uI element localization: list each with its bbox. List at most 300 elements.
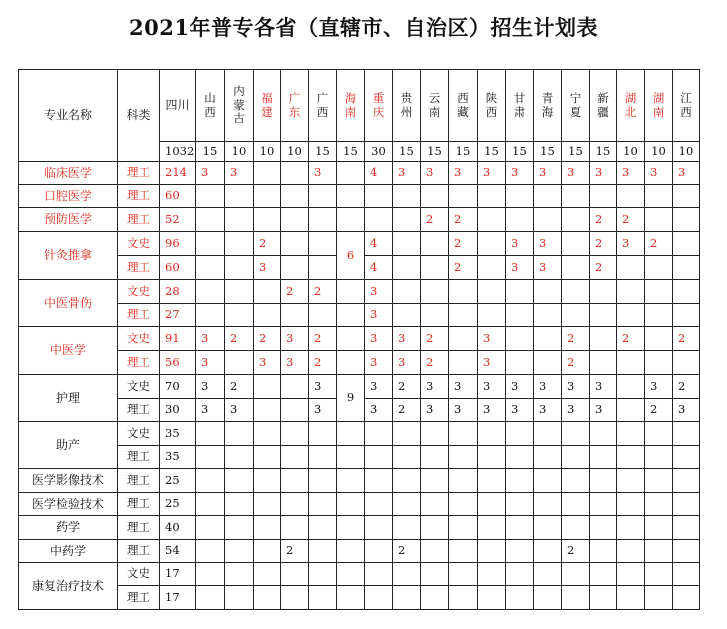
province-quota [590,469,617,493]
province-quota [421,493,449,516]
province-quota [645,563,673,586]
province-quota [254,162,281,185]
province-quota: 3 [506,232,534,256]
province-quota [225,446,254,469]
province-total: 15 [421,142,449,162]
province-quota: 3 [478,399,506,422]
province-quota [673,304,700,327]
province-quota [337,563,365,586]
province-quota [365,446,393,469]
province-quota: 3 [562,162,590,185]
province-quota: 2 [449,232,478,256]
province-quota [617,185,645,208]
province-quota [254,185,281,208]
province-quota: 2 [562,327,590,351]
province-quota: 2 [617,327,645,351]
major-name: 助产 [19,422,118,469]
province-quota [590,563,617,586]
province-quota [254,493,281,516]
province-quota [673,256,700,280]
table-row [19,446,700,469]
province-quota [365,422,393,446]
province-quota [562,469,590,493]
province-quota [196,446,225,469]
province-quota [254,375,281,399]
major-name: 口腔医学 [19,185,118,208]
major-name: 医学检验技术 [19,493,118,516]
province-quota: 2 [421,208,449,232]
province-quota: 3 [196,327,225,351]
province-header: 福 建 [254,70,281,142]
province-quota: 2 [673,327,700,351]
province-quota [225,185,254,208]
subject-type: 理工 [118,304,160,327]
province-quota [590,540,617,563]
province-quota: 2 [562,351,590,375]
major-name: 药学 [19,516,118,540]
province-quota: 3 [562,399,590,422]
province-quota: 4 [365,232,393,256]
province-quota [673,232,700,256]
province-quota [225,232,254,256]
province-quota [365,469,393,493]
sichuan-quota: 60 [160,185,196,208]
sichuan-quota: 35 [160,422,196,446]
province-quota [506,563,534,586]
province-quota [534,516,562,540]
province-quota: 3 [673,162,700,185]
province-quota [478,185,506,208]
province-quota [337,586,365,610]
major-name: 中医学 [19,327,118,375]
province-header: 广 东 [281,70,309,142]
province-quota: 2 [281,540,309,563]
province-quota [506,327,534,351]
subject-type: 理工 [118,446,160,469]
province-quota [393,280,421,304]
province-quota: 3 [421,162,449,185]
province-quota [590,280,617,304]
province-quota [617,540,645,563]
province-quota: 3 [254,256,281,280]
province-quota [645,208,673,232]
province-quota [506,351,534,375]
province-quota [309,304,337,327]
province-quota [478,493,506,516]
table-row [19,540,700,563]
province-quota [562,516,590,540]
province-quota: 3 [506,256,534,280]
province-quota [421,304,449,327]
province-quota [393,185,421,208]
province-quota: 3 [196,375,225,399]
province-quota [449,185,478,208]
province-quota: 2 [590,256,617,280]
province-quota: 3 [506,399,534,422]
province-quota: 3 [196,351,225,375]
province-quota: 2 [421,327,449,351]
sichuan-quota: 35 [160,446,196,469]
province-quota [534,280,562,304]
province-quota [673,422,700,446]
province-quota [254,516,281,540]
sichuan-quota: 96 [160,232,196,256]
table-row [19,304,700,327]
major-name: 护理 [19,375,118,422]
province-quota [254,304,281,327]
province-quota [617,516,645,540]
province-quota [225,516,254,540]
province-header: 山 西 [196,70,225,142]
province-quota: 3 [449,399,478,422]
province-quota [534,208,562,232]
sichuan-quota: 27 [160,304,196,327]
sichuan-quota: 25 [160,493,196,516]
major-name: 医学影像技术 [19,469,118,493]
province-quota: 2 [673,375,700,399]
province-quota [449,446,478,469]
subject-type: 文史 [118,280,160,304]
province-quota [337,469,365,493]
province-quota [506,304,534,327]
province-quota: 3 [590,399,617,422]
province-quota [281,256,309,280]
sichuan-quota: 28 [160,280,196,304]
province-quota: 2 [393,399,421,422]
province-quota [478,256,506,280]
province-total: 15 [478,142,506,162]
table-row [19,185,700,208]
province-quota [196,540,225,563]
province-quota [562,493,590,516]
province-quota [225,540,254,563]
province-quota: 2 [421,351,449,375]
province-quota [534,422,562,446]
table-row [19,586,700,610]
province-quota [562,185,590,208]
province-header: 江 西 [673,70,700,142]
province-quota [225,422,254,446]
province-quota [534,185,562,208]
province-quota [478,422,506,446]
province-header: 重 庆 [365,70,393,142]
province-quota [225,256,254,280]
province-quota [590,516,617,540]
province-quota [645,280,673,304]
subject-type: 理工 [118,162,160,185]
province-quota [196,256,225,280]
province-total: 10 [225,142,254,162]
province-quota: 2 [225,375,254,399]
table-row [19,232,700,256]
province-quota [281,446,309,469]
province-quota: 3 [506,375,534,399]
province-quota [506,586,534,610]
province-quota [534,351,562,375]
province-header: 甘 肃 [506,70,534,142]
province-quota: 3 [534,162,562,185]
province-quota [281,422,309,446]
province-quota [562,280,590,304]
page-title: 2021年普专各省（直辖市、自治区）招生计划表 [129,15,598,40]
sichuan-quota: 17 [160,563,196,586]
province-quota: 3 [478,375,506,399]
province-quota [309,563,337,586]
province-quota [196,516,225,540]
province-quota [254,446,281,469]
province-quota [478,304,506,327]
major-name-header: 专业名称 [19,70,118,162]
province-total: 15 [534,142,562,162]
province-quota [393,256,421,280]
province-quota [337,280,365,304]
sichuan-quota: 17 [160,586,196,610]
province-quota: 3 [534,232,562,256]
province-quota [617,304,645,327]
province-quota [617,280,645,304]
major-name: 康复治疗技术 [19,563,118,610]
province-quota [225,493,254,516]
province-quota [281,469,309,493]
major-name: 预防医学 [19,208,118,232]
enrollment-plan-table [18,69,700,610]
subject-type: 文史 [118,375,160,399]
province-quota [617,493,645,516]
province-quota [478,232,506,256]
province-quota [478,446,506,469]
province-quota: 2 [562,540,590,563]
province-quota: 2 [645,399,673,422]
table-row [19,327,700,351]
province-total: 15 [337,142,365,162]
province-header: 西 藏 [449,70,478,142]
province-quota [590,185,617,208]
province-quota: 2 [281,280,309,304]
table-row [19,563,700,586]
province-quota [617,399,645,422]
province-quota: 3 [534,256,562,280]
province-quota [254,208,281,232]
province-quota [506,493,534,516]
province-quota [449,469,478,493]
province-quota: 3 [309,375,337,399]
province-quota: 9 [337,375,365,422]
province-quota: 2 [393,375,421,399]
province-quota [365,208,393,232]
province-quota [309,256,337,280]
province-quota [673,516,700,540]
province-quota [617,469,645,493]
province-quota [309,469,337,493]
province-quota [281,232,309,256]
province-quota: 3 [365,399,393,422]
province-quota [337,351,365,375]
province-quota [309,185,337,208]
province-quota [281,185,309,208]
subject-type: 文史 [118,327,160,351]
province-quota [225,469,254,493]
province-quota [421,280,449,304]
province-quota [254,399,281,422]
sichuan-quota: 91 [160,327,196,351]
province-quota [617,563,645,586]
province-quota [421,469,449,493]
province-quota [365,586,393,610]
province-total: 15 [590,142,617,162]
province-quota: 2 [617,208,645,232]
province-quota [281,563,309,586]
province-quota [534,327,562,351]
subject-type: 理工 [118,351,160,375]
province-quota [506,540,534,563]
province-quota: 3 [590,375,617,399]
province-quota [337,304,365,327]
province-quota [590,446,617,469]
subject-type: 理工 [118,540,160,563]
province-quota [506,516,534,540]
province-quota [645,469,673,493]
province-quota [196,304,225,327]
table-row [19,469,700,493]
sichuan-quota: 70 [160,375,196,399]
province-total: 10 [645,142,673,162]
province-quota [617,256,645,280]
province-header: 湖 北 [617,70,645,142]
province-quota [562,563,590,586]
province-quota [421,540,449,563]
province-quota: 3 [254,351,281,375]
subject-type: 理工 [118,256,160,280]
province-quota: 2 [449,208,478,232]
province-quota: 3 [196,399,225,422]
sichuan-quota: 25 [160,469,196,493]
province-quota [617,586,645,610]
sichuan-quota: 60 [160,256,196,280]
province-quota [449,304,478,327]
province-quota [534,493,562,516]
sichuan-quota: 52 [160,208,196,232]
province-quota [309,232,337,256]
subject-type-header: 科类 [118,70,160,162]
province-quota: 4 [365,162,393,185]
province-quota [365,516,393,540]
province-total: 15 [562,142,590,162]
province-quota [562,422,590,446]
province-quota: 3 [365,327,393,351]
province-total: 15 [393,142,421,162]
province-quota: 3 [506,162,534,185]
table-row [19,351,700,375]
province-quota [393,469,421,493]
province-quota [673,446,700,469]
province-quota [225,563,254,586]
province-total: 10 [617,142,645,162]
province-quota: 2 [225,327,254,351]
province-quota [196,208,225,232]
province-quota [196,493,225,516]
province-quota [673,185,700,208]
province-quota [617,375,645,399]
province-quota [254,540,281,563]
subject-type: 理工 [118,208,160,232]
province-quota [449,327,478,351]
province-quota: 3 [478,162,506,185]
province-quota [281,516,309,540]
province-quota [645,327,673,351]
province-header: 青 海 [534,70,562,142]
province-quota [281,162,309,185]
province-header: 陕 西 [478,70,506,142]
province-quota [449,540,478,563]
province-quota [225,586,254,610]
province-quota [562,256,590,280]
province-quota [673,563,700,586]
province-quota [673,493,700,516]
province-quota: 3 [365,375,393,399]
table-row [19,516,700,540]
province-quota [645,586,673,610]
province-quota [449,563,478,586]
province-quota [534,469,562,493]
province-quota [617,422,645,446]
province-quota [225,351,254,375]
province-quota [254,469,281,493]
province-quota [449,493,478,516]
province-quota [281,399,309,422]
sichuan-quota: 214 [160,162,196,185]
province-quota [449,586,478,610]
province-quota: 3 [534,375,562,399]
province-header: 内 蒙 古 [225,70,254,142]
province-quota [506,280,534,304]
province-quota [196,469,225,493]
subject-type: 理工 [118,469,160,493]
province-quota: 3 [645,162,673,185]
province-total: 15 [449,142,478,162]
province-quota [337,540,365,563]
province-quota [393,208,421,232]
province-total: 30 [365,142,393,162]
province-quota [506,469,534,493]
province-quota: 2 [254,232,281,256]
province-quota [645,351,673,375]
province-quota: 2 [309,327,337,351]
province-quota: 3 [196,162,225,185]
province-quota [196,185,225,208]
province-quota: 2 [449,256,478,280]
subject-type: 理工 [118,185,160,208]
table-row [19,208,700,232]
province-quota [645,422,673,446]
province-quota [562,208,590,232]
province-quota: 3 [281,351,309,375]
province-quota [421,446,449,469]
province-quota [421,586,449,610]
province-total: 15 [309,142,337,162]
province-quota [645,516,673,540]
province-quota [645,540,673,563]
province-header: 新 疆 [590,70,617,142]
province-quota: 3 [673,399,700,422]
province-quota [562,586,590,610]
subject-type: 理工 [118,493,160,516]
province-quota [281,586,309,610]
province-quota: 3 [421,375,449,399]
province-quota [449,351,478,375]
province-quota: 2 [645,232,673,256]
province-quota [617,351,645,375]
province-quota [421,563,449,586]
